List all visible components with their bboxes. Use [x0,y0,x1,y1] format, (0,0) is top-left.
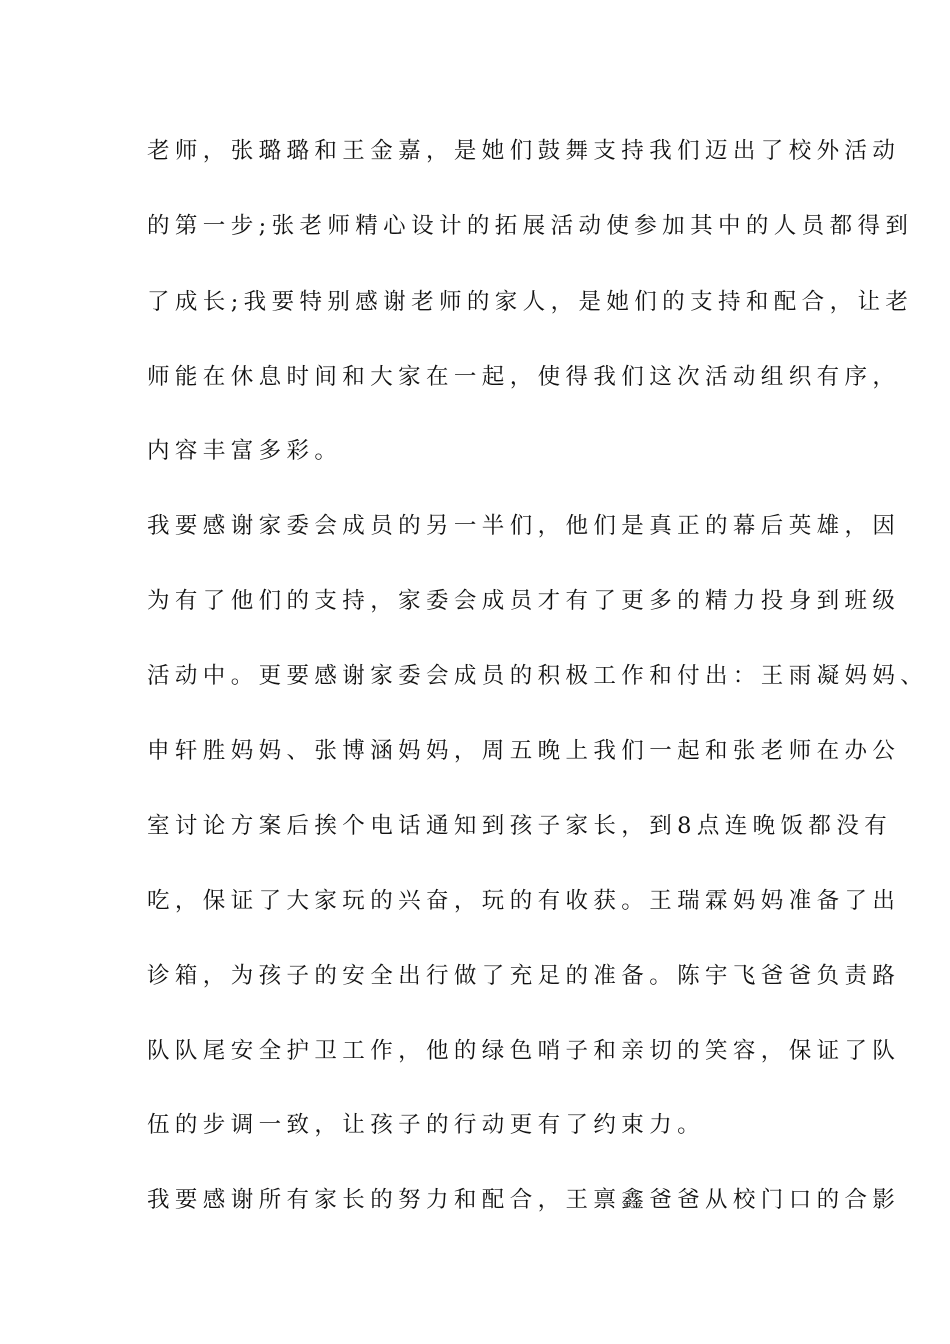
text-line: 内容丰富多彩。 [147,438,343,464]
text-line: 申轩胜妈妈、张博涵妈妈，周五晚上我们一起和张老师在办公 [147,738,901,764]
text-line: 室讨论方案后挨个电话通知到孩子家长，到8点连晚饭都没有 [147,813,893,839]
text-line: 伍的步调一致，让孩子的行动更有了约束力。 [147,1112,706,1138]
text-line: 的第一步;张老师精心设计的拓展活动使参加其中的人员都得到 [147,213,914,239]
text-line: 师能在休息时间和大家在一起，使得我们这次活动组织有序， [147,364,901,390]
text-line: 我要感谢所有家长的努力和配合，王禀鑫爸爸从校门口的合影 [147,1187,901,1213]
text-line: 了成长;我要特别感谢老师的家人，是她们的支持和配合，让老 [147,289,914,315]
text-line: 为有了他们的支持，家委会成员才有了更多的精力投身到班级 [147,588,901,614]
text-line: 活动中。更要感谢家委会成员的积极工作和付出：王雨凝妈妈、 [147,663,929,689]
text-line: 我要感谢家委会成员的另一半们，他们是真正的幕后英雄，因 [147,513,901,539]
text-line: 诊箱，为孩子的安全出行做了充足的准备。陈宇飞爸爸负责路 [147,963,901,989]
text-line: 队队尾安全护卫工作，他的绿色哨子和亲切的笑容，保证了队 [147,1038,901,1064]
text-line: 吃，保证了大家玩的兴奋，玩的有收获。王瑞霖妈妈准备了出 [147,888,901,914]
text-line: 老师，张璐璐和王金嘉，是她们鼓舞支持我们迈出了校外活动 [147,138,901,164]
